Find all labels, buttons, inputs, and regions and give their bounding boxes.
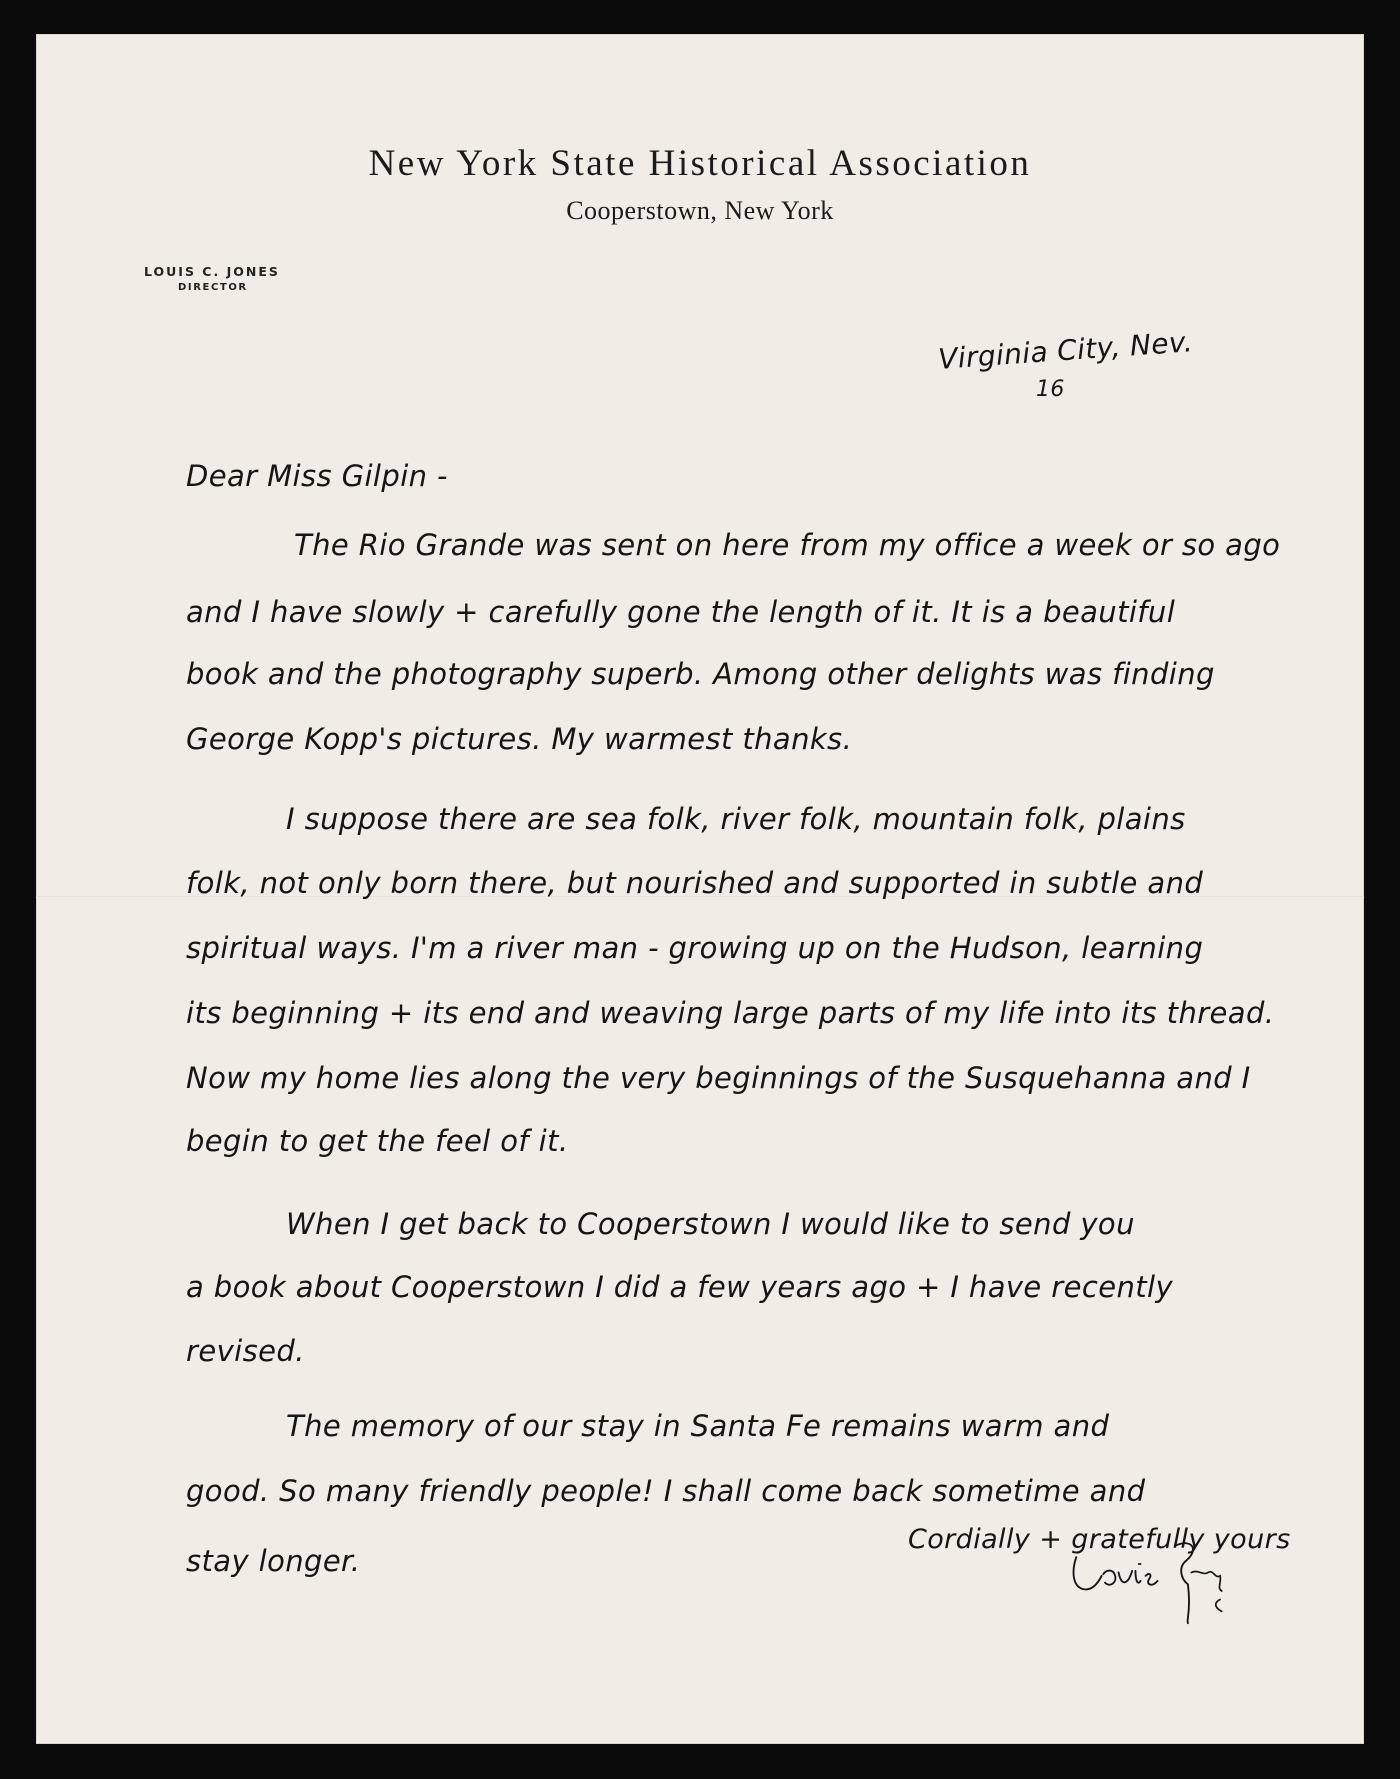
letterhead-organization: New York State Historical Association	[368, 143, 1032, 184]
body-line: stay longer.	[186, 1544, 361, 1578]
body-line: The Rio Grande was sent on here from my office a week or so ago	[294, 528, 1281, 562]
body-line: its beginning + its end and weaving large parts of my life into its thread.	[186, 996, 1275, 1030]
body-line: folk, not only born there, but nourished and supported in subtle and	[186, 866, 1204, 900]
director-title: DIRECTOR	[178, 282, 248, 293]
letter-place: Virginia City, Nev.	[937, 325, 1194, 376]
body-line: spiritual ways. I'm a river man - growing up on the Hudson, learning	[186, 931, 1204, 965]
body-line: George Kopp's pictures. My warmest thanks.	[186, 722, 853, 756]
signature	[1054, 1520, 1244, 1630]
letterhead-location: Cooperstown, New York	[566, 196, 834, 225]
director-name: LOUIS C. JONES	[144, 264, 280, 279]
body-line: book and the photography superb. Among other delights was finding	[186, 657, 1215, 691]
body-line: begin to get the feel of it.	[186, 1124, 569, 1158]
body-line: revised.	[186, 1334, 305, 1368]
body-line: The memory of our stay in Santa Fe remains warm and	[286, 1409, 1110, 1443]
letter-page	[36, 34, 1364, 1744]
body-line: and I have slowly + carefully gone the length of it. It is a beautiful	[186, 595, 1176, 629]
body-line: a book about Cooperstown I did a few years ago + I have recently	[186, 1270, 1174, 1304]
body-line: When I get back to Cooperstown I would like to send you	[286, 1207, 1135, 1241]
body-line: Now my home lies along the very beginnings of the Susquehanna and I	[186, 1061, 1251, 1095]
body-line: good. So many friendly people! I shall come back sometime and	[186, 1474, 1146, 1508]
salutation: Dear Miss Gilpin -	[186, 459, 448, 493]
closing: Cordially + gratefully yours	[908, 1524, 1291, 1555]
body-line: I suppose there are sea folk, river folk, mountain folk, plains	[286, 802, 1186, 836]
letter-day: 16	[1036, 377, 1065, 402]
